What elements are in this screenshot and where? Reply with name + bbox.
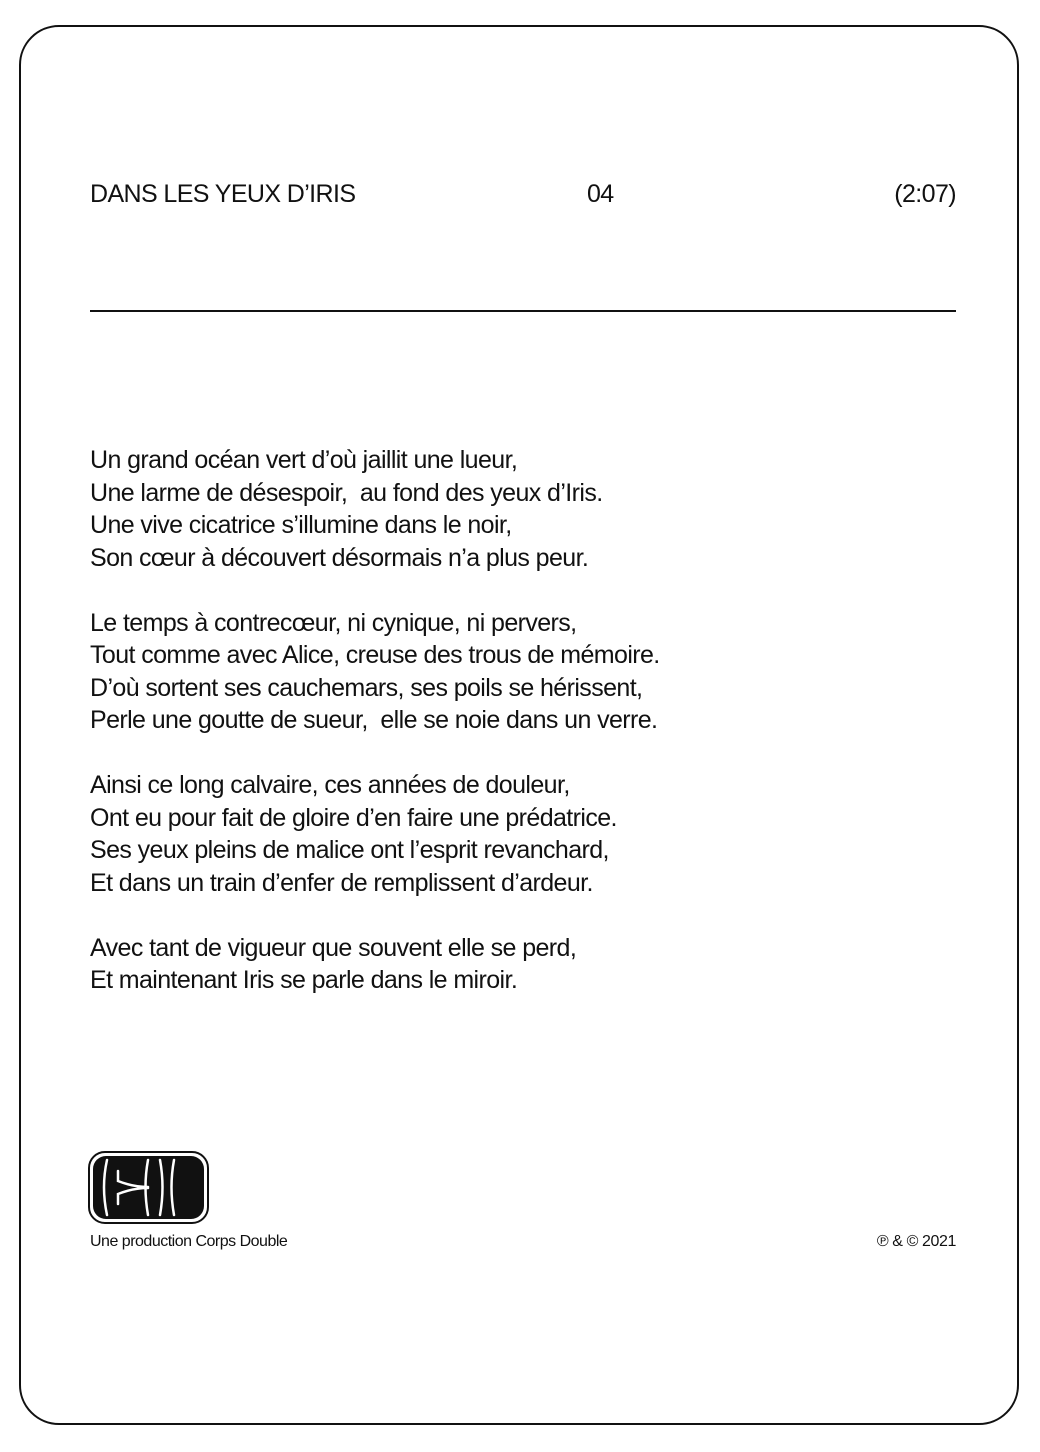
stanza-1 xyxy=(90,444,956,574)
lyric-line: Ses yeux pleins de malice ont l’esprit revanchard, xyxy=(90,836,609,864)
lyric-line: Une larme de désespoir, au fond des yeux d’Iris. xyxy=(90,478,603,507)
song-title: DANS LES YEUX D’IRIS xyxy=(90,180,356,208)
song-header xyxy=(90,180,956,214)
lyric-line: Ainsi ce long calvaire, ces années de douleur, xyxy=(90,771,570,799)
lyric-line: D’où sortent ses cauchemars, ses poils se hérissent, xyxy=(90,673,643,702)
lyric-line: Son cœur à découvert désormais n’a plus peur. xyxy=(90,543,589,572)
lyric-line: Une vive cicatrice s’illumine dans le noir, xyxy=(90,511,512,539)
header-divider xyxy=(90,310,956,312)
stanza-2 xyxy=(90,607,956,737)
production-credit: Une production Corps Double xyxy=(90,1233,288,1250)
stanza-3 xyxy=(90,769,956,899)
corps-double-logo-icon xyxy=(88,1151,209,1224)
lyric-line: Et dans un train d’enfer de remplissent d’ardeur. xyxy=(90,868,593,897)
stanza-4 xyxy=(90,932,956,997)
lyric-line: Ont eu pour fait de gloire d’en faire une prédatrice. xyxy=(90,803,617,832)
lyric-line: Le temps à contrecœur, ni cynique, ni pervers, xyxy=(90,608,577,637)
lyric-line: Avec tant de vigueur que souvent elle se perd, xyxy=(90,933,577,962)
lyric-line: Un grand océan vert d’où jaillit une lueur, xyxy=(90,446,518,474)
lyric-line: Et maintenant Iris se parle dans le miroir. xyxy=(90,966,518,994)
copyright-notice: ℗ & © 2021 xyxy=(876,1233,956,1250)
song-duration: (2:07) xyxy=(894,180,956,208)
lyric-line: Tout comme avec Alice, creuse des trous de mémoire. xyxy=(90,641,660,669)
track-number: 04 xyxy=(587,180,614,208)
lyrics-body xyxy=(90,444,956,1029)
lyric-line: Perle une goutte de sueur, elle se noie dans un verre. xyxy=(90,706,658,734)
